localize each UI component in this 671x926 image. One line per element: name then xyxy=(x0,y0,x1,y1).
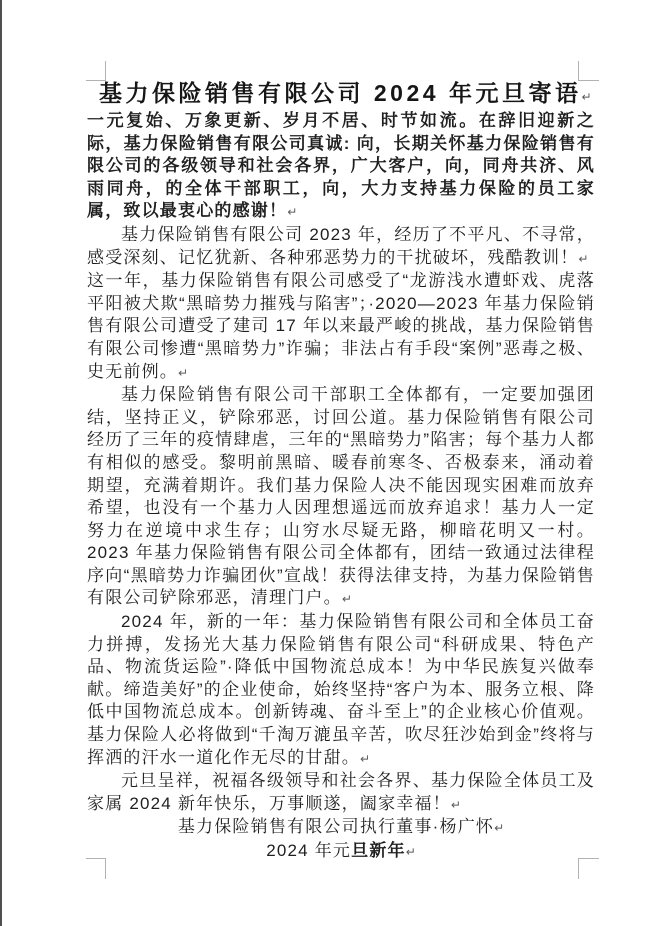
paragraph-mark: ↵ xyxy=(405,845,416,859)
document-title-text: 基力保险销售有限公司 2024 年元旦寄语 xyxy=(99,80,582,106)
paragraph-text: 这一年，基力保险销售有限公司感受了“龙游浅水遭虾戏、虎落平阳被犬欺“黑暗势力摧残与陷害”；·2020—2023 年基力保险销售有限公司遭受了建司 17 年以来最严峻的挑战，基力保险销售有限公司惨遭“黑暗势力”诈骗；非法占有手段“案例”恶毒之极、史无前例。 xyxy=(87,271,595,381)
paragraph-wishes xyxy=(87,770,595,816)
paragraph-mark: ↵ xyxy=(578,251,589,266)
paragraph-greeting xyxy=(87,110,595,224)
document-title xyxy=(99,80,595,110)
paragraph-2024-outlook xyxy=(87,611,595,770)
paragraph-mark: ↵ xyxy=(581,90,592,104)
date-prefix: 2024 年元 xyxy=(266,841,352,860)
paragraph-staff-unity xyxy=(87,384,595,611)
date-line xyxy=(87,840,595,864)
paragraph-mark: ↵ xyxy=(360,751,371,766)
signature-text: 基力保险销售有限公司执行董事·杨广怀 xyxy=(177,817,495,837)
paragraph-text: 基力保险销售有限公司 2023 年，经历了不平凡、不寻常，感受深刻、记忆犹新、各种邪恶势力的干扰破坏，残酷教训！ xyxy=(87,224,595,267)
paragraph-mark: ↵ xyxy=(450,797,461,812)
date-emphasis: 旦新年 xyxy=(351,841,406,860)
paragraph-text: 一元复始、万象更新、岁月不居、时节如流。在辞旧迎新之际，基力保险销售有限公司真诚: 向，长期关怀基力保险销售有限公司的各级领导和社会各界，广大客户，向，同舟共济、风雨同舟，的全体干部职工，向，大力支持基力保险的员工家属，致以最衷心的感谢！ xyxy=(87,111,595,221)
paragraph-mark: ↵ xyxy=(341,592,352,607)
paragraph-text: 元旦呈祥，祝福各级领导和社会各界、基力保险全体员工及家属 2024 新年快乐，万事顺遂，阖家幸福！ xyxy=(87,771,595,813)
paragraph-mark: ↵ xyxy=(287,205,298,220)
crop-mark-top-left xyxy=(86,61,106,81)
paragraph-mark: ↵ xyxy=(178,365,189,380)
crop-mark-top-right xyxy=(578,61,599,81)
document-content xyxy=(87,80,595,864)
paragraph-text: 2024 年，新的一年：基力保险销售有限公司和全体员工奋力拼搏，发扬光大基力保险销售有限公司“科研成果、特色产品、物流货运险”·降低中国物流总成本！为中华民族复兴做奉献。缔造美好”的企业使命，始终坚持“客户为本、服务立根、降低中国物流总成本。创新铸魂、奋斗至上”的企业核心价值观。基力保险人必将做到“千淘万漉虽辛苦，吹尽狂沙始到金”终将与挥洒的汗水一道化作无尽的甘甜。 xyxy=(87,612,595,767)
paragraph-this-year xyxy=(87,270,595,384)
signature-line xyxy=(87,816,595,840)
paragraph-mark: ↵ xyxy=(494,821,505,836)
paragraph-2023-review xyxy=(87,224,595,270)
paragraph-text: 基力保险销售有限公司干部职工全体都有，一定要加强团结，坚持正义，铲除邪恶，讨回公道。基力保险销售有限公司经历了三年的疫情肆虐，三年的“黑暗势力”陷害；每个基力人都有相似的感受。黎明前黑暗、暖春前寒冬、否极泰来，涌动着期望，充满着期许。我们基力保险人决不能因现实困难而放弃希望，也没有一个基力人因理想遥远而放弃追求！基力人一定努力在逆境中求生存；山穷水尽疑无路，柳暗花明又一村。2023 年基力保险销售有限公司全体都有，团结一致通过法律程序向“黑暗势力诈骗团伙”宣战！获得法律支持，为基力保险销售有限公司铲除邪恶，清理门户。 xyxy=(87,385,595,608)
